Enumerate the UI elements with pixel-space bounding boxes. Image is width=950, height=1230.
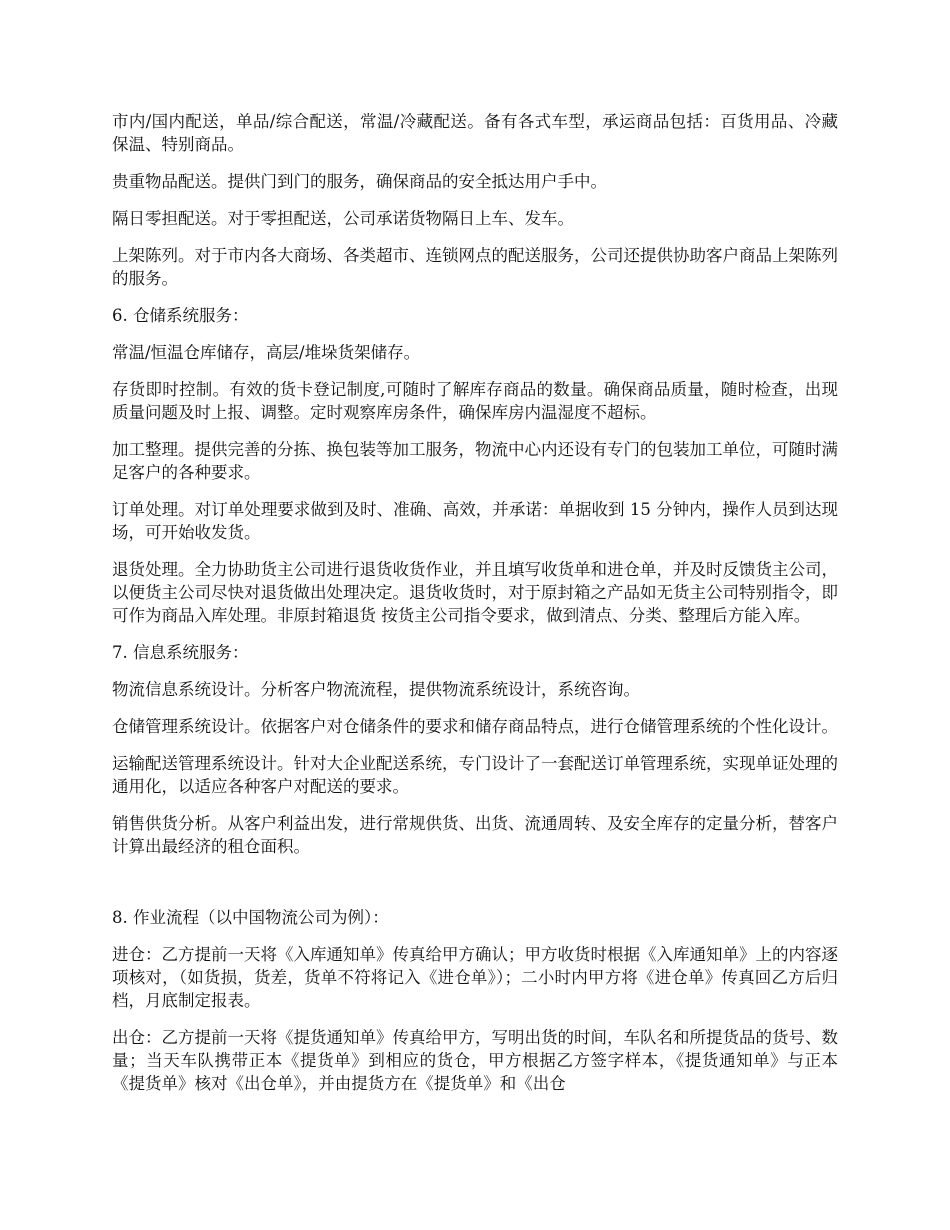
paragraph-storage: 常温/恒温仓库储存，高层/堆垛货架储存。	[112, 343, 421, 362]
section-heading-workflow: 8. 作业流程（以中国物流公司为例）：	[112, 908, 389, 927]
section-spacer	[112, 872, 838, 906]
paragraph-sales-analysis: 销售供货分析。从客户利益出发，进行常规供货、出货、流通周转、及安全库存的定量分析，替客户计算出最经济的租仓面积。	[112, 814, 838, 856]
paragraph-inbound: 进仓：乙方提前一天将《入库通知单》传真给甲方确认；甲方收货时根据《入库通知单》上的内容逐项核对，（如货损，货差，货单不符将记入《进仓单》）；二小时内甲方将《进仓单》传真回乙方后归档，月底制定报表。	[112, 945, 838, 1010]
paragraph-valuables-delivery: 贵重物品配送。提供门到门的服务，确保商品的安全抵达用户手中。	[112, 172, 607, 191]
section-heading-information: 7. 信息系统服务：	[112, 643, 249, 662]
paragraph-order-handling: 订单处理。对订单处理要求做到及时、准确、高效，并承诺：单据收到 15 分钟内，操作人员到达现场，可开始收发货。	[112, 500, 838, 542]
section-heading-warehouse: 6. 仓储系统服务：	[112, 306, 249, 325]
paragraph-delivery-types: 市内/国内配送，单品/综合配送，常温/冷藏配送。备有各式车型，承运商品包括：百货用品、冷藏保温、特别商品。	[112, 112, 838, 154]
paragraph-shelf-display: 上架陈列。对于市内各大商场、各类超市、连锁网点的配送服务，公司还提供协助客户商品上架陈列的服务。	[112, 246, 838, 288]
paragraph-next-day-delivery: 隔日零担配送。对于零担配送，公司承诺货物隔日上车、发车。	[112, 209, 574, 228]
paragraph-inventory-control: 存货即时控制。有效的货卡登记制度,可随时了解库存商品的数量。确保商品质量，随时检查，出现质量问题及时上报、调整。定时观察库房条件，确保库房内温湿度不超标。	[112, 380, 838, 422]
paragraph-logistics-info-design: 物流信息系统设计。分析客户物流流程，提供物流系统设计，系统咨询。	[112, 680, 640, 699]
paragraph-transport-system-design: 运输配送管理系统设计。针对大企业配送系统，专门设计了一套配送订单管理系统，实现单证处理的通用化，以适应各种客户对配送的要求。	[112, 754, 838, 796]
paragraph-outbound: 出仓：乙方提前一天将《提货通知单》传真给甲方，写明出货的时间，车队名和所提货品的货号、数量；当天车队携带正本《提货单》到相应的货仓，甲方根据乙方签字样本，《提货通知单》与正本《提货单》核对《出仓单》，并由提货方在《提货单》和《出仓	[112, 1028, 838, 1093]
paragraph-warehouse-system-design: 仓储管理系统设计。依据客户对仓储条件的要求和储存商品特点，进行仓储管理系统的个性化设计。	[112, 717, 838, 736]
paragraph-processing: 加工整理。提供完善的分拣、换包装等加工服务，物流中心内还设有专门的包装加工单位，可随时满足客户的各种要求。	[112, 440, 838, 482]
paragraph-returns: 退货处理。全力协助货主公司进行退货收货作业，并且填写收货单和进仓单，并及时反馈货主公司，以便货主公司尽快对退货做出处理决定。退货收货时，对于原封箱之产品如无货主公司特别指令，即可作为商品入库处理。非原封箱退货 按货主公司指令要求，做到清点、分类、整理后方能入库。	[112, 560, 838, 625]
